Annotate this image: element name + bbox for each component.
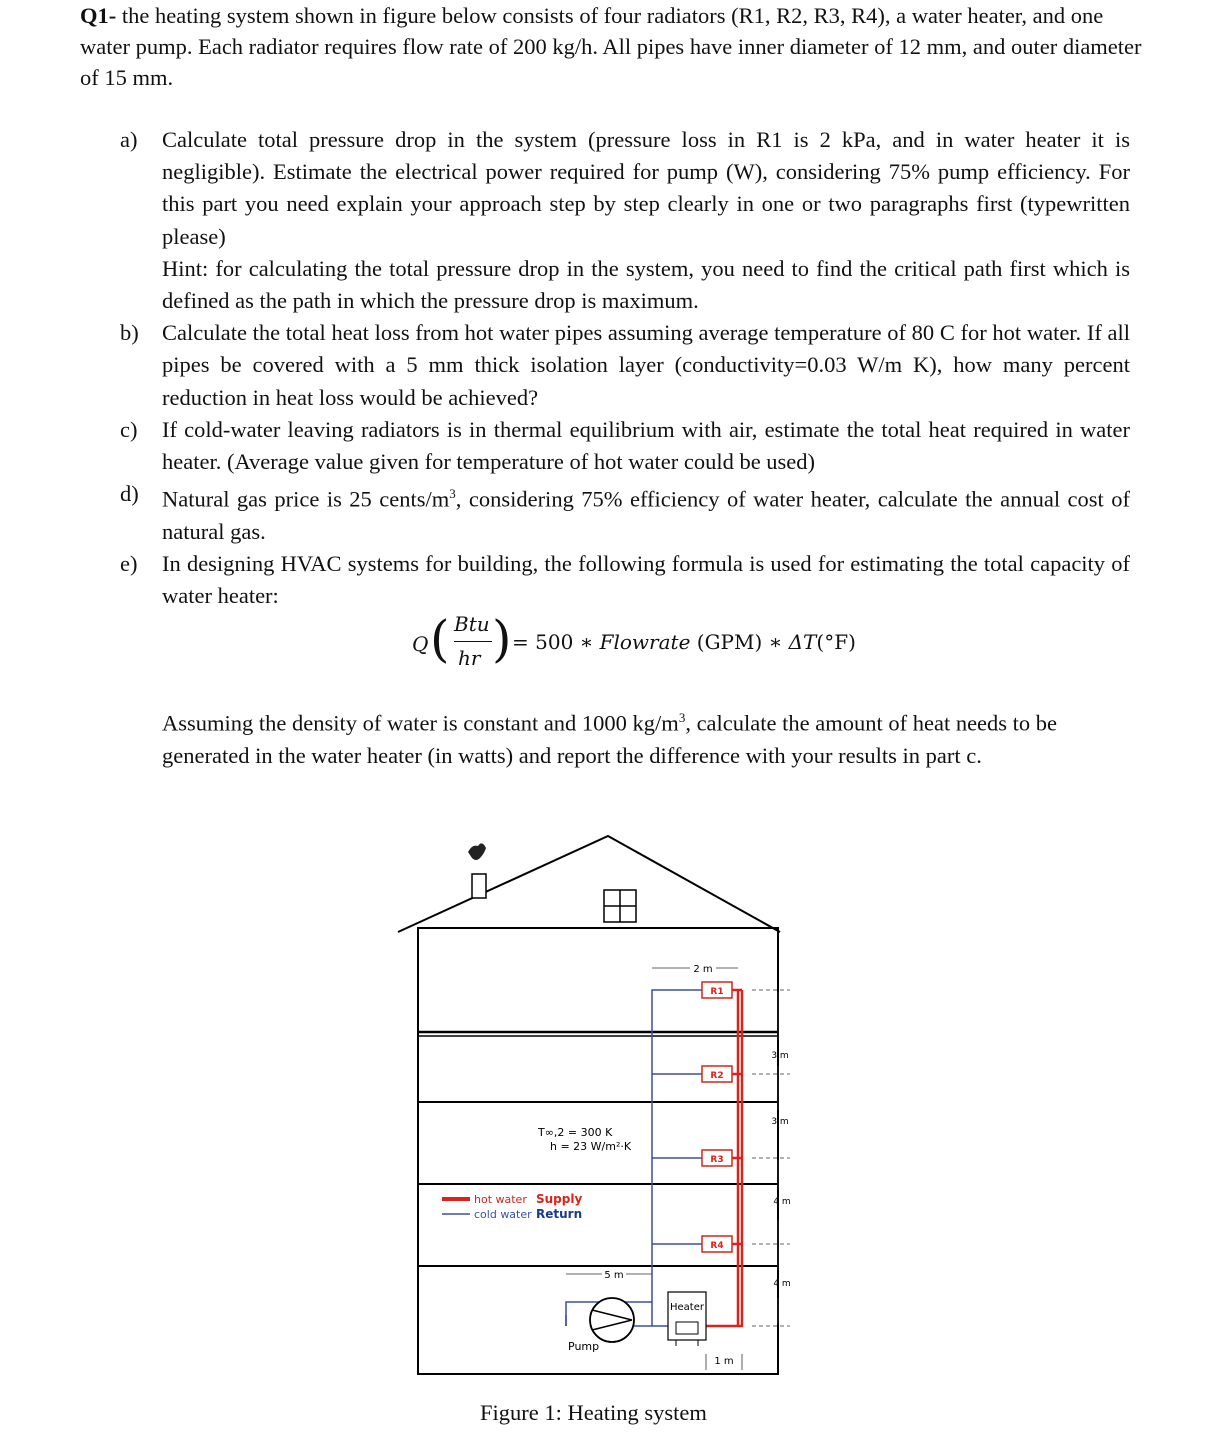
part-text: In designing HVAC systems for building, the following formula is used for estimating the total capacity of water heater: [162,551,1130,609]
pump-icon [590,1298,634,1342]
capacity-formula [412,612,932,674]
superscript: 3 [678,710,686,725]
dim-label: 3 m [771,1117,789,1127]
part-e [120,548,1130,612]
heater-label: Heater [670,1302,704,1313]
chimney [472,874,486,898]
part-label: c) [120,416,138,442]
part-text: Natural gas price is 25 cents/m [162,486,450,512]
pump-label: Pump [568,1340,600,1353]
dim-label: 1 m [714,1356,734,1367]
legend-return-label: Return [536,1207,583,1221]
legend-hot-label: hot water [474,1193,527,1206]
formula-flowrate: Flowrate [599,630,691,654]
radiator-r1 [702,982,732,998]
dim-label: 5 m [604,1270,624,1281]
radiator-label: R1 [710,987,724,997]
part-hint: Hint: for calculating the total pressure drop in the system, you need to find the critical path first which is defined as the path in which the pressure drop is maximum. [162,255,1130,314]
part-text: If cold-water leaving radiators is in thermal equilibrium with air, estimate the total heat required in water heater. (Average value given for temperature of hot water could be used) [162,416,1130,475]
formula-denominator: hr [458,646,481,670]
radiator-label: R3 [710,1155,724,1165]
question-text [80,0,1150,93]
assumption-part: Assuming the density of water is constant and 1000 kg/m [162,710,679,736]
part-text-cont: , considering 75% efficiency of water heater, calculate the annual cost of natural gas. [162,486,1130,544]
question-parts [120,124,1130,613]
dim-label: 2 m [693,964,713,975]
ambient-temperature: T∞,2 = 300 K [538,1126,613,1139]
part-text: Calculate the total heat loss from hot water pipes assuming average temperature of 80 C for hot water. If all pipes be covered with a 5 mm thick isolation layer (conductivity=0.03 W/m K), how many percent reduction in heat loss would be achieved? [162,320,1130,410]
superscript: 3 [449,486,456,502]
dim-label: 4 m [773,1279,791,1289]
part-label: b) [120,320,139,346]
formula-paren-right: ) [492,610,512,668]
formula-gpm: (GPM) ∗ [690,630,789,654]
cold-water-return-pipes [566,990,702,1326]
formula-paren-left: ( [430,610,450,668]
formula-rhs [512,630,856,654]
smoke-icon [468,843,486,860]
figure-caption: Figure 1: Heating system [480,1400,707,1425]
part-label: a) [120,127,138,152]
radiator-label: R4 [710,1241,724,1251]
part-c [120,414,1130,478]
assumption-text [162,702,1130,772]
ambient-h: h = 23 W/m²·K [550,1140,632,1153]
radiator-label: R2 [710,1071,724,1081]
assumption-part-cont: , calculate the amount of heat needs to be generated in the water heater (in watts) and report the difference with your results in part c. [162,710,1058,768]
water-heater [668,1292,706,1346]
fraction-bar [454,641,492,642]
formula-numerator: Btu [454,612,490,636]
question-body: the heating system shown in figure below consists of four radiators (R1, R2, R3, R4), a water heater, and one water pump. Each radiator requires flow rate of 200 kg/h. All pipes have inner diameter of 12 mm, and outer diameter of 15 mm. [80,3,1142,90]
roof-outline [398,836,780,932]
formula-rhs-start: = 500 ∗ [512,630,600,654]
dim-label: 3 m [771,1051,789,1061]
radiator-r3 [702,1150,732,1166]
part-a [120,124,1130,317]
part-label: e) [120,551,138,577]
question-number: Q1- [80,3,117,28]
legend-supply-label: Supply [536,1192,583,1206]
dim-label: 4 m [773,1197,791,1207]
formula-unit: (°F) [816,630,856,654]
part-b [120,317,1130,414]
formula-q: Q [412,632,429,656]
legend-cold-label: cold water [474,1208,532,1221]
part-text: Calculate total pressure drop in the system (pressure loss in R1 is 2 kPa, and in water heater it is negligible). Estimate the electrical power required for pump (W), considering 75% pump efficiency. For this part you need explain your approach step by step clearly in one or two paragraphs first (typewritten please) [162,127,1130,249]
radiator-r2 [702,1066,732,1082]
part-d [120,478,1130,548]
heating-system-figure [380,830,820,1390]
radiator-r4 [702,1236,732,1252]
part-label: d) [120,481,139,507]
formula-delta-t: ΔT [788,630,817,654]
dim-heights [752,990,790,1326]
